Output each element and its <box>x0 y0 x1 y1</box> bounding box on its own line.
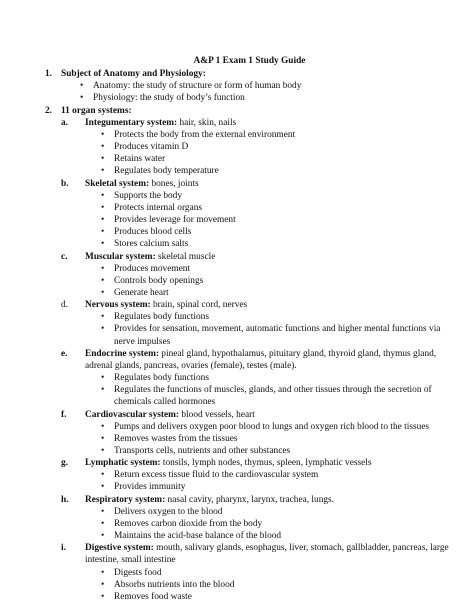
function-item: • Stores calcium salts <box>45 238 454 250</box>
system-organs: brain, spinal cord, nerves <box>150 300 248 311</box>
system-heading <box>85 542 454 566</box>
function-item: • Produces vitamin D <box>45 141 454 153</box>
system-organs: pineal gland, hypothalamus, pituitary gland, thyroid gland, thymus gland, adrenal glands, pancreas, ovaries (female), testes (male). <box>85 348 437 371</box>
function-item: • Generate heart <box>45 287 454 299</box>
organ-systems-list <box>45 117 454 603</box>
system-functions <box>85 421 454 457</box>
system-letter: f. <box>61 409 67 420</box>
organ-system <box>45 542 454 603</box>
function-item: • Retains water <box>45 153 454 165</box>
function-item: • Regulates body functions <box>45 311 454 323</box>
system-heading <box>85 409 454 421</box>
system-organs: tonsils, lymph nodes, thymus, spleen, lymphatic vessels <box>160 458 372 469</box>
function-item: • Controls body openings <box>45 275 454 287</box>
list-item: • Anatomy: the study of structure or form of human body <box>45 80 454 92</box>
system-heading <box>85 299 454 311</box>
system-heading <box>85 117 454 129</box>
section-2 <box>45 105 454 117</box>
system-letter: h. <box>61 494 69 505</box>
system-functions <box>85 263 454 299</box>
function-item: • Return excess tissue fluid to the cardiovascular system <box>45 469 454 481</box>
system-letter: b. <box>61 178 69 189</box>
organ-system <box>45 178 454 251</box>
system-functions <box>85 372 454 408</box>
system-letter: g. <box>61 458 69 469</box>
system-functions <box>85 567 454 603</box>
organ-system <box>45 348 454 409</box>
system-name: Cardiovascular system: <box>85 409 180 420</box>
system-letter: e. <box>61 348 68 359</box>
section-number: 1. <box>45 69 53 80</box>
function-item: • Transports cells, nutrients and other substances <box>45 445 454 457</box>
function-item: • Produces movement <box>45 263 454 275</box>
function-item: • Produces blood cells <box>45 226 454 238</box>
system-name: Lymphatic system: <box>85 458 161 469</box>
system-functions <box>85 190 454 251</box>
function-item: • Provides for sensation, movement, automatic functions and higher mental functions via nerve impulses <box>45 323 454 347</box>
system-functions <box>85 129 454 178</box>
function-item: • Regulates the functions of muscles, glands, and other tissues through the secretion of chemicals called hormones <box>45 384 454 408</box>
system-name: Skeletal system: <box>85 178 150 189</box>
organ-system <box>45 457 454 493</box>
list-item: • Physiology: the study of body’s function <box>45 92 454 104</box>
system-organs: nasal cavity, pharynx, larynx, trachea, lungs. <box>165 494 335 505</box>
organ-system <box>45 117 454 178</box>
system-name: Respiratory system: <box>85 494 166 505</box>
system-functions <box>85 311 454 347</box>
system-letter: c. <box>61 251 68 262</box>
organ-system <box>45 299 454 348</box>
system-heading <box>85 494 454 506</box>
system-heading <box>85 251 454 263</box>
organ-system <box>45 251 454 300</box>
system-organs: blood vessels, heart <box>179 409 255 420</box>
organ-system <box>45 494 454 543</box>
system-functions <box>85 506 454 542</box>
system-name: Endocrine system: <box>85 348 159 359</box>
system-letter: i. <box>61 543 66 554</box>
function-item: • Pumps and delivers oxygen poor blood to lungs and oxygen rich blood to the tissues <box>45 421 454 433</box>
system-organs: mouth, salivary glands, esophagus, liver, stomach, gallbladder, pancreas, large intestine, small intestine <box>85 543 449 566</box>
organ-system <box>45 409 454 458</box>
function-item: • Removes wastes from the tissues <box>45 433 454 445</box>
function-item: • Regulates body temperature <box>45 165 454 177</box>
function-item: • Regulates body functions <box>45 372 454 384</box>
system-heading <box>85 348 454 372</box>
section-1-list <box>61 80 454 104</box>
section-number: 2. <box>45 105 53 116</box>
function-item: • Supports the body <box>45 190 454 202</box>
system-heading <box>85 178 454 190</box>
function-item: • Removes food waste <box>45 591 454 603</box>
system-organs: bones, joints <box>149 178 199 189</box>
function-item: • Protects internal organs <box>45 202 454 214</box>
system-organs: skeletal muscle <box>155 251 216 262</box>
system-name: Integumentary system: <box>85 117 178 128</box>
system-name: Muscular system: <box>85 251 156 262</box>
function-item: • Digests food <box>45 567 454 579</box>
system-heading <box>85 457 454 469</box>
function-item: • Maintains the acid-base balance of the blood <box>45 530 454 542</box>
function-item: • Provides immunity <box>45 481 454 493</box>
system-letter: d. <box>61 300 69 311</box>
system-name: Nervous system: <box>85 300 151 311</box>
function-item: • Provides leverage for movement <box>45 214 454 226</box>
function-item: • Absorbs nutrients into the blood <box>45 579 454 591</box>
system-functions <box>85 469 454 493</box>
system-organs: hair, skin, nails <box>177 117 237 128</box>
function-item: • Removes carbon dioxide from the body <box>45 518 454 530</box>
section-title: 11 organ systems: <box>61 105 132 116</box>
system-name: Digestive system: <box>85 543 154 554</box>
function-item: • Protects the body from the external environment <box>45 129 454 141</box>
function-item: • Delivers oxygen to the blood <box>45 506 454 518</box>
system-letter: a. <box>61 117 69 128</box>
section-1 <box>45 68 454 104</box>
section-title: Subject of Anatomy and Physiology: <box>61 69 206 80</box>
document-title: A&P 1 Exam 1 Study Guide <box>193 56 306 66</box>
